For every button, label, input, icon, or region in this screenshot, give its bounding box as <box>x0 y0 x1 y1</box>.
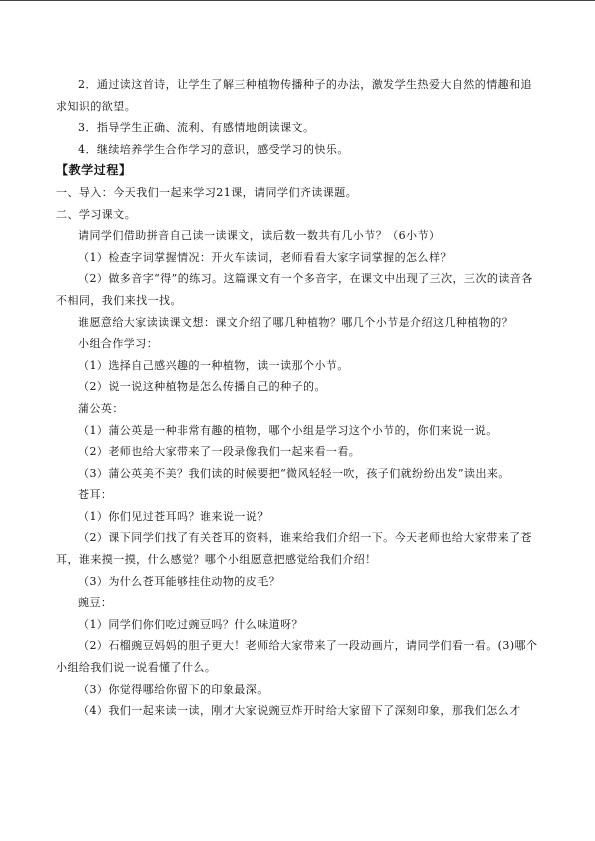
section-heading: 【教学过程】 <box>56 163 132 178</box>
text-line: （2）石榴豌豆妈妈的胆子更大！老师给大家带来了一段动画片，请同学们看一看。(3)哪个小组给我们说一说看懂了什么。 <box>56 639 538 675</box>
text-line: （3）为什么苍耳能够挂住动物的皮毛？ <box>78 574 281 588</box>
subheading-cocklebur: 苍耳： <box>78 488 113 502</box>
text-line: （2）老师也给大家带来了一段录像我们一起来看一看。 <box>78 445 361 459</box>
subheading-dandelion: 蒲公英： <box>78 401 124 415</box>
text-line: （1）检查字词掌握情况：开火车读词，老师看看大家字词掌握的怎么样？ <box>78 250 452 264</box>
text-line: （3）你觉得哪给你留下的印象最深。 <box>78 682 269 696</box>
text-line: （1）你们见过苍耳吗？谁来说一说？ <box>78 509 269 523</box>
page-top-rule <box>0 0 595 1</box>
subheading-pea: 豌豆： <box>78 596 113 610</box>
text-line: （2）做多音字“得”的练习。这篇课文有一个多音字，在课文中出现了三次，三次的读音各不相同，我们来找一找。 <box>56 272 533 307</box>
document-page <box>56 74 540 722</box>
text-line-goal-4: 4．继续培养学生合作学习的意识，感受学习的快乐。 <box>78 142 349 156</box>
text-line-intro: 一、导入：今天我们一起来学习21课，请同学们齐读课题。 <box>56 185 358 199</box>
text-line: （4）我们一起来读一读，刚才大家说豌豆炸开时给大家留下了深刻印象，那我们怎么才 <box>78 704 521 718</box>
text-line: （1）蒲公英是一种非常有趣的植物，哪个小组是学习这个小节的，你们来说一说。 <box>78 423 498 437</box>
subheading-group-work: 小组合作学习： <box>78 337 159 351</box>
text-line: （1）选择自己感兴趣的一种植物，读一读那个小节。 <box>78 358 349 372</box>
text-line: 谁愿意给大家读读课文想：课文介绍了哪几种植物？哪几个小节是介绍这几种植物的？ <box>78 315 514 329</box>
text-line: （2）说一说这种植物是怎么传播自己的种子的。 <box>78 380 326 394</box>
text-line-goal-3: 3．指导学生正确、流利、有感情地朗读课文。 <box>78 121 315 135</box>
text-line-study: 二、学习课文。 <box>56 207 137 221</box>
text-line: （2）课下同学们找了有关苍耳的资料，谁来给我们介绍一下。今天老师也给大家带来了苍耳，谁来摸一摸，什么感觉？哪个小组愿意把感觉给我们介绍！ <box>56 531 532 567</box>
text-line: （1）同学们你们吃过豌豆吗？什么味道呀？ <box>78 617 303 631</box>
text-line: 请同学们借助拼音自己读一读课文，读后数一数共有几小节？（6小节） <box>78 229 441 243</box>
text-line-goal-2: 2．通过读这首诗，让学生了解三种植物传播种子的办法，激发学生热爱大自然的情趣和追求知识的欲望。 <box>56 78 532 113</box>
text-line: （3）蒲公英美不美？我们读的时候要把“微风轻轻一吹，孩子们就纷纷出发”读出来。 <box>78 466 510 480</box>
